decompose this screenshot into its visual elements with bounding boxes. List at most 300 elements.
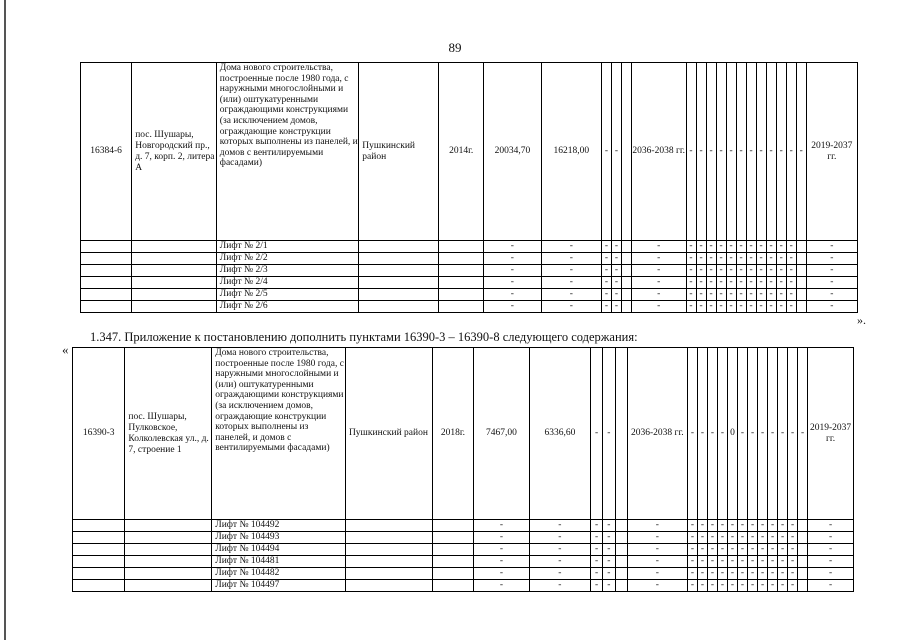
dash-cell: - [601,289,611,301]
empty-cell [359,241,439,253]
dash-cell: - [776,63,786,241]
lift-name-cell: Лифт № 104482 [212,568,346,580]
lift-row [73,520,854,532]
dash-cell: - [707,544,717,556]
dash-cell: - [766,265,776,277]
empty-cell [798,520,808,532]
empty-cell [132,301,217,313]
dash-cell: - [766,63,776,241]
lift-name-cell: Лифт № 2/5 [216,289,358,301]
dash-cell: - [611,265,621,277]
dash-cell: - [756,301,766,313]
empty-cell [798,556,808,568]
empty-cell [345,544,432,556]
dash-cell: - [788,580,798,592]
table-row [73,348,854,520]
dash-cell: - [603,348,615,520]
dash-cell: - [707,556,717,568]
dash-cell: - [474,580,530,592]
dash-cell: - [756,241,766,253]
lift-name-cell: Лифт № 104493 [212,532,346,544]
empty-cell [796,301,806,313]
lift-row [81,301,858,313]
empty-cell [798,568,808,580]
empty-cell [345,580,432,592]
dash-cell: - [541,253,601,265]
dash-cell: - [601,63,611,241]
dash-cell: - [474,556,530,568]
dash-cell: - [786,277,796,289]
dash-cell: - [748,568,758,580]
empty-cell [359,301,439,313]
dash-cell: - [766,253,776,265]
dash-cell: - [766,301,776,313]
dash-cell: - [736,265,746,277]
dash-cell: - [697,544,707,556]
dash-cell: - [786,253,796,265]
empty-cell [621,301,631,313]
dash-cell: - [591,568,603,580]
dash-cell: - [627,520,687,532]
dash-cell: - [529,532,590,544]
dash-cell: - [716,265,726,277]
empty-cell [125,556,212,568]
dash-cell: - [697,556,707,568]
dash-cell: - [806,301,857,313]
empty-cell [359,253,439,265]
dash-cell: - [758,348,768,520]
empty-cell [615,544,627,556]
dash-cell: - [766,241,776,253]
dash-cell: - [758,568,768,580]
dash-cell: - [808,520,854,532]
dash-cell: - [529,520,590,532]
dash-cell: - [591,520,603,532]
dash-cell: - [756,277,766,289]
dash-cell: - [631,241,686,253]
dash-cell: - [541,301,601,313]
dash-cell: - [601,253,611,265]
dash-cell: - [727,580,737,592]
dash-cell: - [717,580,727,592]
dash-cell: - [687,532,697,544]
dash-cell: - [697,568,707,580]
dash-cell: - [786,301,796,313]
lift-row [81,265,858,277]
dash-cell: - [806,277,857,289]
opening-quote: « [62,342,69,357]
dash-cell: - [707,348,717,520]
dash-cell: - [768,580,778,592]
total-area-cell: 20034,70 [483,63,541,241]
lift-name-cell: Лифт № 104494 [212,544,346,556]
lift-row [73,568,854,580]
dash-cell: - [726,253,736,265]
dash-cell: - [716,301,726,313]
dash-cell: - [601,265,611,277]
empty-cell [359,289,439,301]
lift-name-cell: Лифт № 104497 [212,580,346,592]
dash-cell: - [631,301,686,313]
dash-cell: - [727,520,737,532]
dash-cell: - [541,289,601,301]
lift-row [73,556,854,568]
dash-cell: - [591,348,603,520]
dash-cell: - [686,253,696,265]
dash-cell: - [808,556,854,568]
dash-cell: - [687,580,697,592]
district-cell: Пушкинский район [359,63,439,241]
empty-cell [798,544,808,556]
dash-cell: - [766,289,776,301]
empty-cell [798,580,808,592]
dash-cell: - [627,556,687,568]
dash-cell: - [611,289,621,301]
dash-cell: - [778,544,788,556]
dash-cell: - [738,556,748,568]
dash-cell: - [776,241,786,253]
empty-cell [615,348,627,520]
dash-cell: - [706,301,716,313]
empty-cell [796,289,806,301]
dash-cell: - [717,532,727,544]
dash-cell: - [483,289,541,301]
dash-cell: - [726,63,736,241]
empty-cell [615,520,627,532]
dash-cell: - [726,241,736,253]
dash-cell: - [707,568,717,580]
empty-cell [73,568,125,580]
dash-cell: - [768,532,778,544]
address-cell: пос. Шушары, Пулковское, Колколевская ул., д. 7, строение 1 [125,348,212,520]
dash-cell: - [746,63,756,241]
empty-cell [73,580,125,592]
dash-cell: - [474,520,530,532]
dash-cell: - [776,265,786,277]
lift-row [73,532,854,544]
total-area-cell: 7467,00 [474,348,530,520]
lift-row [81,253,858,265]
lift-row [73,580,854,592]
empty-cell [81,241,132,253]
dash-cell: - [717,544,727,556]
dash-cell: - [686,277,696,289]
dash-cell: - [788,520,798,532]
dash-cell: - [706,241,716,253]
dash-cell: - [697,532,707,544]
dash-cell: - [786,265,796,277]
dash-cell: 0 [727,348,737,520]
dash-cell: - [627,580,687,592]
dash-cell: - [631,253,686,265]
dash-cell: - [748,532,758,544]
dash-cell: - [631,277,686,289]
dash-cell: - [603,568,615,580]
lift-row [81,277,858,289]
dash-cell: - [726,277,736,289]
dash-cell: - [798,348,808,520]
dash-cell: - [706,277,716,289]
empty-cell [621,63,631,241]
dash-cell: - [748,520,758,532]
dash-cell: - [474,544,530,556]
dash-cell: - [686,63,696,241]
dash-cell: - [788,532,798,544]
empty-cell [73,532,125,544]
dash-cell: - [786,63,796,241]
dash-cell: - [748,544,758,556]
dash-cell: - [687,568,697,580]
dash-cell: - [474,568,530,580]
empty-cell [345,520,432,532]
empty-cell [621,277,631,289]
dash-cell: - [768,348,778,520]
lift-name-cell: Лифт № 2/6 [216,301,358,313]
dash-cell: - [788,568,798,580]
dash-cell: - [778,532,788,544]
dash-cell: - [788,544,798,556]
empty-cell [796,241,806,253]
empty-cell [798,532,808,544]
amendment-paragraph: 1.347. Приложение к постановлению дополнить пунктами 16390-3 – 16390-8 следующего содержания: [90,330,638,344]
empty-cell [432,580,473,592]
dash-cell: - [727,568,737,580]
empty-cell [81,253,132,265]
dash-cell: - [687,544,697,556]
dash-cell: - [603,580,615,592]
dash-cell: - [746,253,756,265]
dash-cell: - [738,520,748,532]
empty-cell [439,301,484,313]
dash-cell: - [541,241,601,253]
registry-table-1 [80,62,858,313]
dash-cell: - [768,568,778,580]
dash-cell: - [738,544,748,556]
dash-cell: - [746,289,756,301]
empty-cell [73,544,125,556]
dash-cell: - [611,241,621,253]
empty-cell [359,265,439,277]
closing-quote: ». [857,313,866,327]
empty-cell [796,253,806,265]
dash-cell: - [706,63,716,241]
empty-cell [796,277,806,289]
empty-cell [345,568,432,580]
dash-cell: - [727,532,737,544]
lift-name-cell: Лифт № 2/3 [216,265,358,277]
lift-name-cell: Лифт № 104492 [212,520,346,532]
dash-cell: - [736,241,746,253]
dash-cell: - [591,556,603,568]
dash-cell: - [748,580,758,592]
dash-cell: - [541,265,601,277]
dash-cell: - [529,556,590,568]
dash-cell: - [808,532,854,544]
dash-cell: - [631,289,686,301]
dash-cell: - [696,289,706,301]
lift-name-cell: Лифт № 2/2 [216,253,358,265]
empty-cell [615,568,627,580]
empty-cell [73,556,125,568]
dash-cell: - [483,277,541,289]
empty-cell [615,556,627,568]
dash-cell: - [697,580,707,592]
dash-cell: - [758,520,768,532]
dash-cell: - [706,265,716,277]
dash-cell: - [716,63,726,241]
dash-cell: - [627,568,687,580]
empty-cell [73,520,125,532]
district-cell: Пушкинский район [345,348,432,520]
empty-cell [439,265,484,277]
dash-cell: - [631,265,686,277]
dash-cell: - [474,532,530,544]
dash-cell: - [778,568,788,580]
empty-cell [125,568,212,580]
lift-name-cell: Лифт № 2/4 [216,277,358,289]
dash-cell: - [696,63,706,241]
dash-cell: - [776,289,786,301]
dash-cell: - [686,265,696,277]
empty-cell [132,289,217,301]
dash-cell: - [738,532,748,544]
dash-cell: - [778,520,788,532]
empty-cell [132,265,217,277]
empty-cell [81,289,132,301]
dash-cell: - [736,277,746,289]
dash-cell: - [768,520,778,532]
dash-cell: - [706,289,716,301]
dash-cell: - [716,289,726,301]
empty-cell [125,580,212,592]
house-id-cell: 16390-3 [73,348,125,520]
empty-cell [359,277,439,289]
dash-cell: - [786,241,796,253]
final-period-cell: 2019-2037 гг. [808,348,854,520]
lift-row [73,544,854,556]
dash-cell: - [766,277,776,289]
empty-cell [132,241,217,253]
dash-cell: - [726,289,736,301]
dash-cell: - [756,253,766,265]
dash-cell: - [788,348,798,520]
dash-cell: - [483,241,541,253]
dash-cell: - [808,544,854,556]
dash-cell: - [627,544,687,556]
dash-cell: - [736,301,746,313]
dash-cell: - [758,532,768,544]
dash-cell: - [603,532,615,544]
dash-cell: - [796,63,806,241]
year-cell: 2014г. [439,63,484,241]
empty-cell [125,520,212,532]
empty-cell [621,253,631,265]
dash-cell: - [806,241,857,253]
dash-cell: - [697,520,707,532]
dash-cell: - [736,63,746,241]
dash-cell: - [746,241,756,253]
dash-cell: - [748,348,758,520]
dash-cell: - [776,277,786,289]
empty-cell [621,265,631,277]
dash-cell: - [601,277,611,289]
dash-cell: - [529,544,590,556]
dash-cell: - [748,556,758,568]
dash-cell: - [707,580,717,592]
dash-cell: - [696,277,706,289]
dash-cell: - [696,301,706,313]
dash-cell: - [541,277,601,289]
empty-cell [439,277,484,289]
dash-cell: - [603,544,615,556]
dash-cell: - [778,348,788,520]
empty-cell [132,277,217,289]
dash-cell: - [776,253,786,265]
dash-cell: - [746,301,756,313]
empty-cell [439,253,484,265]
empty-cell [345,556,432,568]
dash-cell: - [696,241,706,253]
dash-cell: - [601,301,611,313]
dash-cell: - [611,277,621,289]
dash-cell: - [716,253,726,265]
dash-cell: - [768,544,778,556]
dash-cell: - [686,301,696,313]
empty-cell [432,520,473,532]
description-cell: Дома нового строительства, построенные после 1980 года, с наружными многослойными и (или) оштукатуренными ограждающими конструкциями (за исключением домов, ограждающие конструкции которых выполнены из панелей, и домов с вентилируемыми фасадами) [212,348,346,520]
empty-cell [621,289,631,301]
dash-cell: - [687,556,697,568]
registry-table-2 [72,347,854,592]
empty-cell [81,277,132,289]
dash-cell: - [686,241,696,253]
dash-cell: - [727,544,737,556]
lift-name-cell: Лифт № 104481 [212,556,346,568]
dash-cell: - [627,532,687,544]
empty-cell [132,253,217,265]
dash-cell: - [603,520,615,532]
dash-cell: - [591,532,603,544]
dash-cell: - [529,580,590,592]
dash-cell: - [776,301,786,313]
table-row [81,63,858,241]
dash-cell: - [778,580,788,592]
dash-cell: - [758,544,768,556]
empty-cell [432,532,473,544]
period-cell: 2036-2038 гг. [631,63,686,241]
dash-cell: - [808,568,854,580]
dash-cell: - [806,265,857,277]
empty-cell [432,556,473,568]
empty-cell [621,241,631,253]
dash-cell: - [756,289,766,301]
dash-cell: - [788,556,798,568]
dash-cell: - [758,556,768,568]
dash-cell: - [483,301,541,313]
dash-cell: - [786,289,796,301]
dash-cell: - [726,301,736,313]
dash-cell: - [758,580,768,592]
empty-cell [432,544,473,556]
dash-cell: - [591,580,603,592]
empty-cell [615,532,627,544]
dash-cell: - [696,265,706,277]
empty-cell [615,580,627,592]
dash-cell: - [806,289,857,301]
empty-cell [432,568,473,580]
final-period-cell: 2019-2037 гг. [806,63,857,241]
dash-cell: - [687,348,697,520]
